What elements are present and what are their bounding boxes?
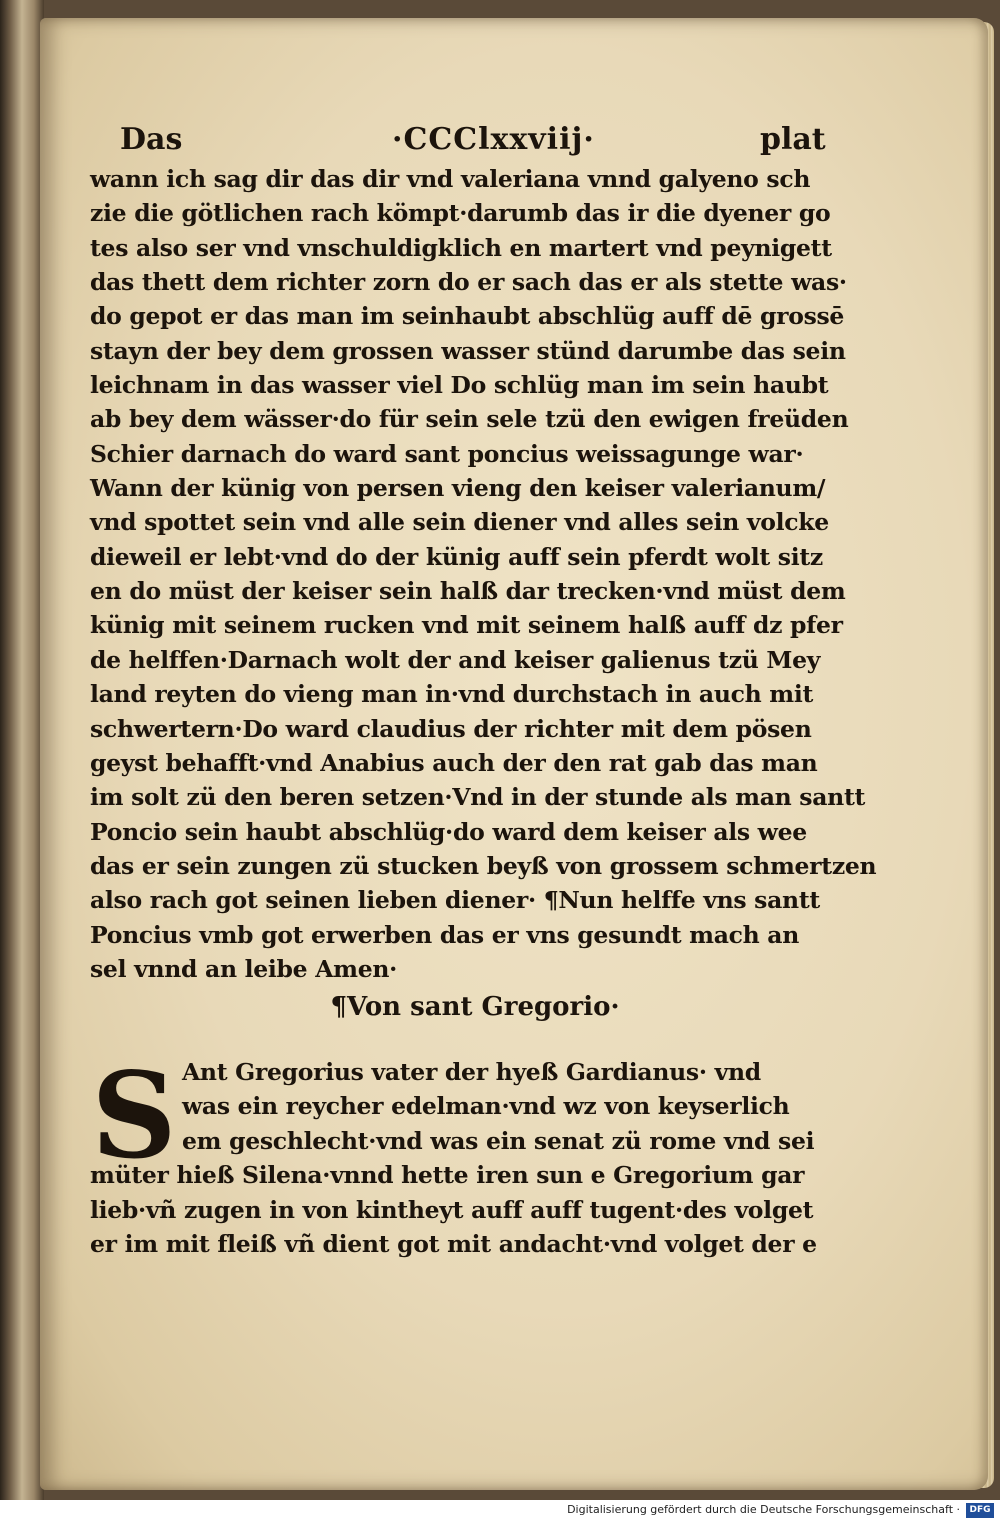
- text-line: zie die götlichen rach kömpt·darumb das ir die dyener go: [90, 199, 831, 228]
- text-line: vnd spottet sein vnd alle sein diener vnd alles sein volcke: [90, 508, 829, 537]
- text-line: en do müst der keiser sein halß dar trecken·vnd müst dem: [90, 577, 846, 606]
- text-line: Poncio sein haubt abschlüg·do ward dem keiser als wee: [90, 817, 807, 846]
- text-line: lieb·vñ zugen in von kintheyt auff auff tugent·des volget: [90, 1195, 814, 1224]
- dfg-logo: DFG: [966, 1503, 994, 1518]
- text-line: Poncius vmb got erwerben das er vns gesundt mach an: [90, 920, 800, 949]
- section-heading: ¶Von sant Gregorio·: [330, 992, 620, 1022]
- text-line: Wann der künig von persen vieng den keiser valerianum/: [90, 474, 826, 503]
- text-line: Schier darnach do ward sant poncius weissagunge war·: [90, 439, 804, 468]
- text-line: land reyten do vieng man in·vnd durchstach in auch mit: [90, 680, 814, 709]
- text-line: also rach got seinen lieben diener· ¶Nun helffe vns santt: [90, 886, 820, 915]
- text-line: stayn der bey dem grossen wasser stünd darumbe das sein: [90, 336, 846, 365]
- running-head-left: Das: [120, 122, 183, 157]
- text-line: künig mit seinem rucken vnd mit seinem halß auff dz pfer: [90, 611, 843, 640]
- funding-credit: Digitalisierung gefördert durch die Deutsche Forschungsgemeinschaft ·: [567, 1503, 960, 1516]
- chapter-text: [90, 1055, 860, 1261]
- text-line: was ein reycher edelman·vnd wz von keyserlich: [182, 1092, 790, 1121]
- digitization-footer: [0, 1500, 1000, 1522]
- text-line: tes also ser vnd vnschuldigklich en martert vnd peynigett: [90, 233, 832, 262]
- text-line: im solt zü den beren setzen·Vnd in der stunde als man santt: [90, 783, 866, 812]
- book-spine-left: [0, 0, 44, 1500]
- text-line: das er sein zungen zü stucken beyß von grossem schmertzen: [90, 851, 877, 880]
- text-line: do gepot er das man im seinhaubt abschlüg auff dē grossē: [90, 302, 845, 331]
- body-text: [90, 162, 877, 986]
- text-line: wann ich sag dir das dir vnd valeriana vnnd galyeno sch: [90, 165, 811, 193]
- running-head-right: plat: [760, 122, 826, 157]
- text-line: leichnam in das wasser viel Do schlüg man im sein haubt: [90, 371, 829, 400]
- text-line: sel vnnd an leibe Amen·: [90, 954, 398, 983]
- folio-number: ·CCClxxviij·: [392, 122, 595, 157]
- page-header: [120, 122, 826, 162]
- text-line: er im mit fleiß vñ dient got mit andacht·vnd volget der e: [90, 1229, 817, 1258]
- text-line: Ant Gregorius vater der hyeß Gardianus· vnd: [182, 1058, 761, 1086]
- text-line: de helffen·Darnach wolt der and keiser galienus tzü Mey: [90, 645, 821, 674]
- text-line: schwertern·Do ward claudius der richter mit dem pösen: [90, 714, 812, 743]
- text-line: ab bey dem wässer·do für sein sele tzü den ewigen freüden: [90, 405, 849, 434]
- text-line: müter hieß Silena·vnnd hette iren sun e Gregorium gar: [90, 1161, 805, 1190]
- text-line: das thett dem richter zorn do er sach das er als stette was·: [90, 268, 847, 297]
- text-line: em geschlecht·vnd was ein senat zü rome vnd sei: [182, 1126, 815, 1155]
- text-line: dieweil er lebt·vnd do der künig auff sein pferdt wolt sitz: [90, 542, 823, 571]
- decorated-initial: S: [91, 1046, 177, 1185]
- text-line: geyst behafft·vnd Anabius auch der den rat gab das man: [90, 748, 818, 777]
